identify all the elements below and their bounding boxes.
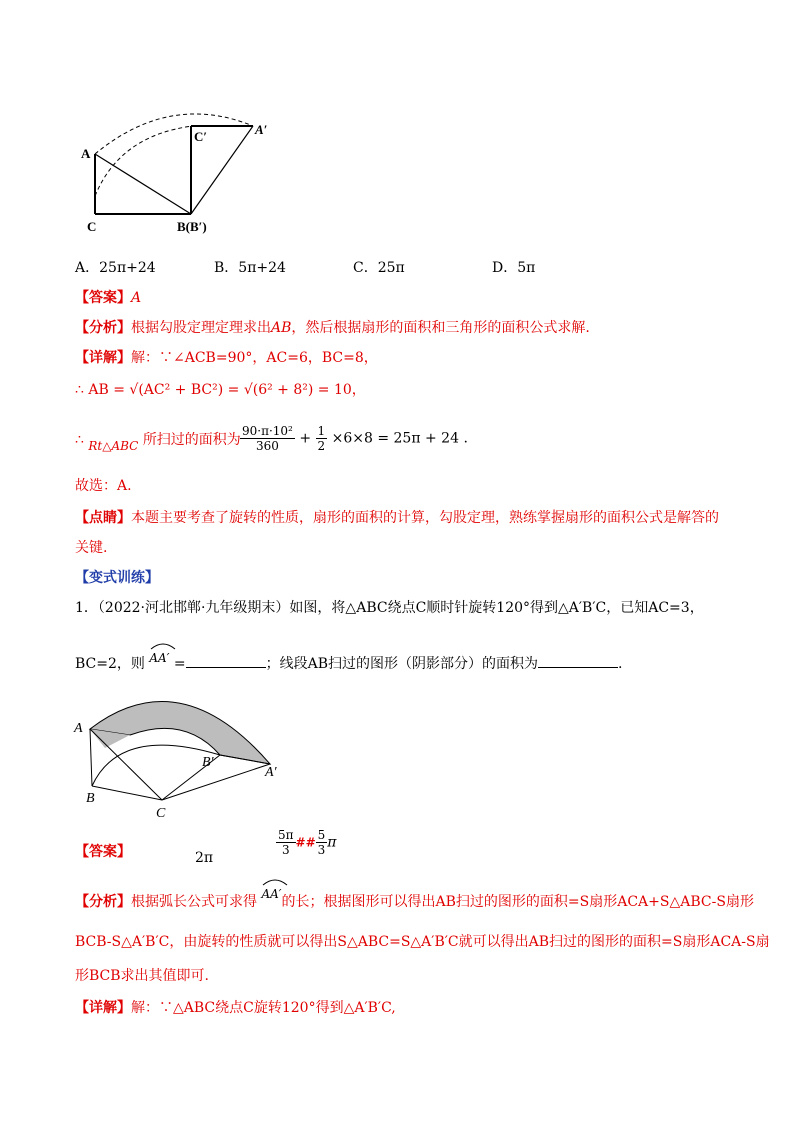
- shaded-region: [90, 701, 270, 764]
- answer-1: 【答案】A: [75, 290, 142, 306]
- detail-1-line3: ∴ Rt△ABC 所扫过的面积为: [75, 432, 241, 453]
- segment-AB-2: [90, 729, 92, 786]
- detail-1-formula: $\frac{\text{90·π·10²}}{360}$ + $\frac{1}{2}$ ×6×8 = 25π + 24 .: [242, 424, 468, 453]
- segment-AB: [95, 154, 191, 214]
- arc-outer: [95, 114, 253, 154]
- label-B: B(B′): [177, 219, 207, 234]
- answer-2-value2: $\frac{5\pi}{3}$ ## $\frac{5}{3}$ π: [278, 828, 337, 857]
- option-c[interactable]: C．25π: [353, 260, 405, 276]
- segment-AC-2: [90, 729, 162, 800]
- option-a[interactable]: A．25π+24: [75, 260, 156, 276]
- label-A-prime: A′: [255, 122, 268, 137]
- arc-symbol-2: [261, 878, 289, 886]
- blank-area[interactable]: [538, 667, 618, 668]
- arc-inner: [95, 126, 193, 196]
- inner-arc: [92, 745, 220, 786]
- analysis-1: 【分析】根据勾股定理定理求出AB，然后根据扇形的面积和三角形的面积公式求解.: [75, 320, 590, 336]
- option-d[interactable]: D．5π: [492, 260, 536, 276]
- label-A-2: A: [74, 721, 83, 736]
- label-A-prime-2: A′: [265, 765, 277, 780]
- detail-1-line1: 【详解】解：∵∠ACB=90°，AC=6，BC=8，: [75, 350, 378, 366]
- figure-rotation-triangle: [75, 110, 285, 235]
- comment-1-line2: 关键.: [75, 540, 108, 556]
- comment-1-line1: 【点睛】本题主要考查了旋转的性质，扇形的面积的计算，勾股定理，熟练掌握扇形的面积公式是解答的: [75, 510, 719, 526]
- label-C: C: [87, 219, 97, 234]
- analysis-2-line3: 形BCB求出其值即可.: [75, 968, 209, 984]
- practice-header: 【变式训练】: [75, 570, 159, 586]
- answer-2-value1: 2π: [195, 850, 214, 866]
- label-C-2: C: [156, 806, 166, 820]
- label-C-prime: C′: [194, 129, 208, 144]
- label-B-2: B: [86, 791, 95, 806]
- detail-1-line2: ∴ AB = √(AC² + BC²) = √(6² + 8²) = 10，: [75, 382, 366, 398]
- segment-CA-prime: [162, 764, 270, 800]
- blank-arc-length[interactable]: [186, 667, 266, 668]
- option-b[interactable]: B．5π+24: [214, 260, 286, 276]
- segment-BC-2: [92, 786, 162, 800]
- answer-2-tag: 【答案】: [75, 844, 131, 860]
- label-B-prime-2: B′: [202, 755, 214, 770]
- analysis-2-line2: BCB-S△A′B′C，由旋转的性质就可以得出S△ABC=S△A′B′C就可以得出AB扫过的图形的面积=S扇形ACA-S扇: [75, 934, 770, 950]
- detail-1-conclusion: 故选：A.: [75, 478, 132, 494]
- label-A: A: [81, 146, 91, 161]
- analysis-2-line1: 【分析】根据弧长公式可求得 AA′的长；根据图形可以得出AB扫过的图形的面积=S扇形ACA+S△ABC-S扇形: [75, 892, 754, 912]
- figure-shaded-ring: [70, 700, 300, 820]
- question-line2: BC=2，则 AA′ = ；线段AB扫过的图形（阴影部分）的面积为 .: [75, 654, 622, 674]
- question-line1: 1．（2022·河北邯郸·九年级期末）如图，将△ABC绕点C顺时针旋转120°得到△A′B′C，已知AC=3，: [75, 600, 704, 616]
- arc-symbol: [149, 642, 177, 650]
- detail-2-line1: 【详解】解：∵△ABC绕点C旋转120°得到△A′B′C,: [75, 1000, 396, 1016]
